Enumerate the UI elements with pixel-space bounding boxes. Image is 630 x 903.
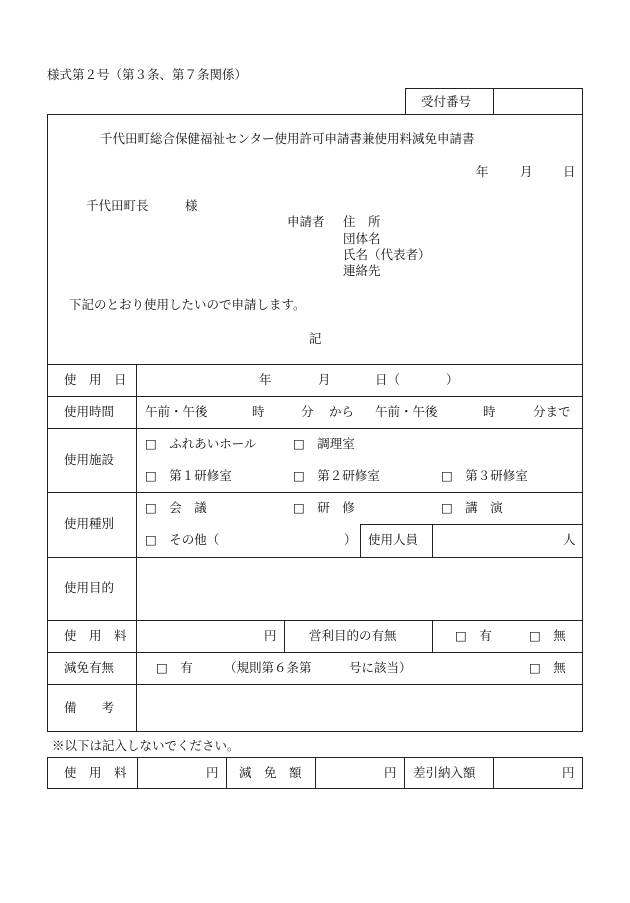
people-count-unit: 人 [563, 532, 576, 547]
date-month: 月 [520, 164, 533, 179]
category-checkbox-other[interactable]: □ その他（ [145, 532, 220, 547]
exemption-no-checkbox[interactable]: □ 無 [529, 660, 566, 675]
date-year: 年 [476, 164, 489, 179]
office-net-unit: 円 [562, 765, 575, 780]
office-reduction-unit: 円 [384, 765, 397, 780]
use-time-start-ampm[interactable]: 午前・午後 [145, 404, 208, 419]
profit-purpose-label: 営利目的の有無 [309, 628, 397, 643]
receipt-number-label: 受付番号 [421, 94, 472, 109]
form-number: 様式第２号（第３条、第７条関係） [47, 67, 248, 82]
use-time-end-ampm[interactable]: 午前・午後 [375, 404, 438, 419]
fee-yen-unit: 円 [264, 628, 277, 643]
office-use-note: ※以下は記入しないでください。 [52, 738, 240, 753]
facility-checkbox-room3[interactable]: □ 第３研修室 [441, 468, 528, 483]
use-time-label: 使用時間 [64, 404, 115, 419]
category-checkbox-training[interactable]: □ 研 修 [293, 500, 355, 515]
request-text: 下記のとおり使用したいので申請します。 [69, 297, 306, 312]
facility-checkbox-room2[interactable]: □ 第２研修室 [293, 468, 380, 483]
facility-checkbox-room1[interactable]: □ 第１研修室 [145, 468, 232, 483]
facility-checkbox-kitchen[interactable]: □ 調理室 [293, 436, 355, 451]
honorific: 様 [185, 198, 198, 213]
applicant-address-label: 住 所 [343, 214, 381, 229]
exemption-yes-checkbox[interactable]: □ 有 [156, 660, 193, 675]
category-other-close: ） [344, 532, 357, 547]
use-date-close: ） [446, 372, 459, 387]
applicant-label: 申請者 [287, 214, 325, 229]
people-count-label: 使用人員 [368, 532, 419, 547]
fee-label: 使 用 料 [64, 628, 127, 643]
profit-no-checkbox[interactable]: □ 無 [529, 628, 566, 643]
category-label: 使用種別 [64, 516, 115, 531]
form-title: 千代田町総合保健福祉センター使用許可申請書兼使用料減免申請書 [100, 131, 475, 146]
ki-label: 記 [309, 331, 322, 346]
purpose-label: 使用目的 [64, 580, 115, 595]
facility-checkbox-hall[interactable]: □ ふれあいホール [145, 436, 257, 451]
use-date-label: 使 用 日 [64, 372, 127, 387]
use-date-year: 年 [259, 372, 272, 387]
use-time-end-minute: 分まで [533, 404, 571, 419]
category-checkbox-lecture[interactable]: □ 講 演 [441, 500, 503, 515]
use-date-month: 月 [318, 372, 331, 387]
receipt-number-box [405, 88, 583, 115]
remarks-label: 備 考 [64, 700, 115, 715]
office-reduction-label: 減 免 額 [239, 765, 302, 780]
use-time-start-hour: 時 [252, 404, 265, 419]
facility-label: 使用施設 [64, 452, 115, 467]
use-date-day: 日（ [375, 372, 401, 387]
office-net-label: 差引納入額 [413, 765, 476, 780]
use-time-from: から [329, 404, 355, 419]
office-fee-unit: 円 [206, 765, 219, 780]
profit-yes-checkbox[interactable]: □ 有 [455, 628, 492, 643]
addressee: 千代田町長 [86, 198, 149, 213]
date-day: 日 [563, 164, 576, 179]
use-time-start-minute: 分 [301, 404, 314, 419]
category-checkbox-meeting[interactable]: □ 会 議 [145, 500, 207, 515]
office-use-table [47, 757, 583, 789]
use-time-end-hour: 時 [483, 404, 496, 419]
exemption-label: 減免有無 [64, 660, 115, 675]
applicant-contact-label: 連絡先 [343, 263, 381, 278]
office-fee-label: 使 用 料 [64, 765, 127, 780]
applicant-group-label: 団体名 [343, 231, 381, 246]
applicant-name-label: 氏名（代表者） [343, 247, 431, 262]
exemption-rule-text: （規則第６条第 号に該当） [224, 660, 412, 675]
receipt-number-field[interactable] [501, 96, 576, 110]
